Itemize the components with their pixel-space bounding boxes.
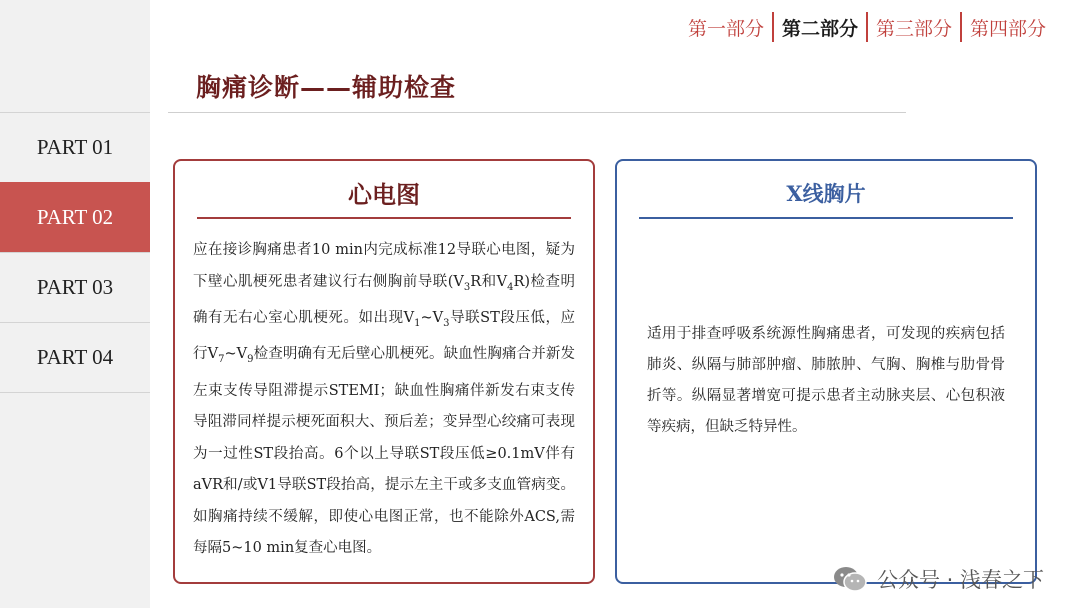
ecg-text-part: 导联ST段压低，应行V bbox=[193, 309, 575, 363]
xray-card-heading: X线胸片 bbox=[786, 181, 866, 206]
watermark-text: 公众号 · 浅春之下 bbox=[876, 568, 1044, 592]
xray-card bbox=[615, 159, 1037, 584]
ecg-card bbox=[173, 159, 595, 584]
nav-part-four[interactable]: 第四部分 bbox=[969, 17, 1046, 40]
ecg-subscript: 7 bbox=[218, 354, 225, 366]
sidebar-item-label: PART 01 bbox=[36, 135, 114, 159]
sidebar-item-part-03[interactable] bbox=[0, 252, 150, 322]
title-divider bbox=[168, 112, 906, 113]
ecg-subscript: 1 bbox=[414, 317, 421, 329]
ecg-text-part: R和V bbox=[470, 273, 508, 290]
ecg-text-part: 应在接诊胸痛患者10 min内完成标准12导联心电图，疑为下壁心肌梗死患者建议行右侧胸前导联(V bbox=[193, 242, 575, 290]
top-navigation bbox=[680, 12, 1054, 42]
nav-part-three[interactable]: 第三部分 bbox=[875, 17, 952, 40]
ecg-text-part: 检查明确有无后壁心肌梗死。缺血性胸痛合并新发左束支传导阻滞提示STEMI；缺血性胸痛伴新发右束支传导阻滞同样提示梗死面积大、预后差；变异型心绞痛可表现为一过性ST段抬高。6个以上导联ST段压低≥0.1mV伴有aVR和/或V1导联ST段抬高，提示左主干或多支血管病变。如胸痛持续不缓解，即使心电图正常，也不能除外ACS,需每隔5~10 min复查心电图。 bbox=[193, 346, 575, 557]
nav-part-two[interactable]: 第二部分 bbox=[781, 17, 858, 40]
xray-card-divider bbox=[639, 217, 1013, 219]
sidebar-item-label: PART 04 bbox=[36, 345, 114, 369]
ecg-card-divider bbox=[197, 217, 571, 219]
ecg-text-part: ~V bbox=[420, 309, 444, 326]
ecg-subscript: 4 bbox=[507, 281, 514, 293]
wechat-icon bbox=[833, 566, 867, 592]
ecg-card-body bbox=[193, 235, 575, 565]
page-title: 胸痛诊断——辅助检查 bbox=[196, 73, 457, 102]
ecg-text-part: ~V bbox=[224, 346, 248, 363]
ecg-text-part: R)检查明确有无右心室心肌梗死。如出现V bbox=[193, 273, 575, 326]
sidebar-item-label: PART 03 bbox=[36, 275, 114, 299]
sidebar-item-label: PART 02 bbox=[36, 205, 114, 229]
ecg-subscript: 9 bbox=[247, 354, 254, 366]
ecg-card-heading: 心电图 bbox=[348, 180, 420, 209]
wechat-watermark bbox=[833, 564, 1044, 594]
sidebar bbox=[0, 0, 150, 608]
sidebar-item-part-04[interactable] bbox=[0, 322, 150, 392]
sidebar-divider bbox=[0, 392, 150, 393]
xray-card-body: 适用于排查呼吸系统源性胸痛患者，可发现的疾病包括肺炎、纵隔与肺部肿瘤、肺脓肿、气胸、胸椎与肋骨骨折等。纵隔显著增宽可提示患者主动脉夹层、心包积液等疾病，但缺乏特异性。 bbox=[647, 326, 1005, 435]
ecg-subscript: 3 bbox=[463, 281, 471, 293]
nav-part-one[interactable]: 第一部分 bbox=[687, 17, 764, 40]
ecg-subscript: 3 bbox=[443, 317, 450, 329]
sidebar-item-part-02[interactable] bbox=[0, 182, 150, 252]
sidebar-item-part-01[interactable] bbox=[0, 112, 150, 182]
